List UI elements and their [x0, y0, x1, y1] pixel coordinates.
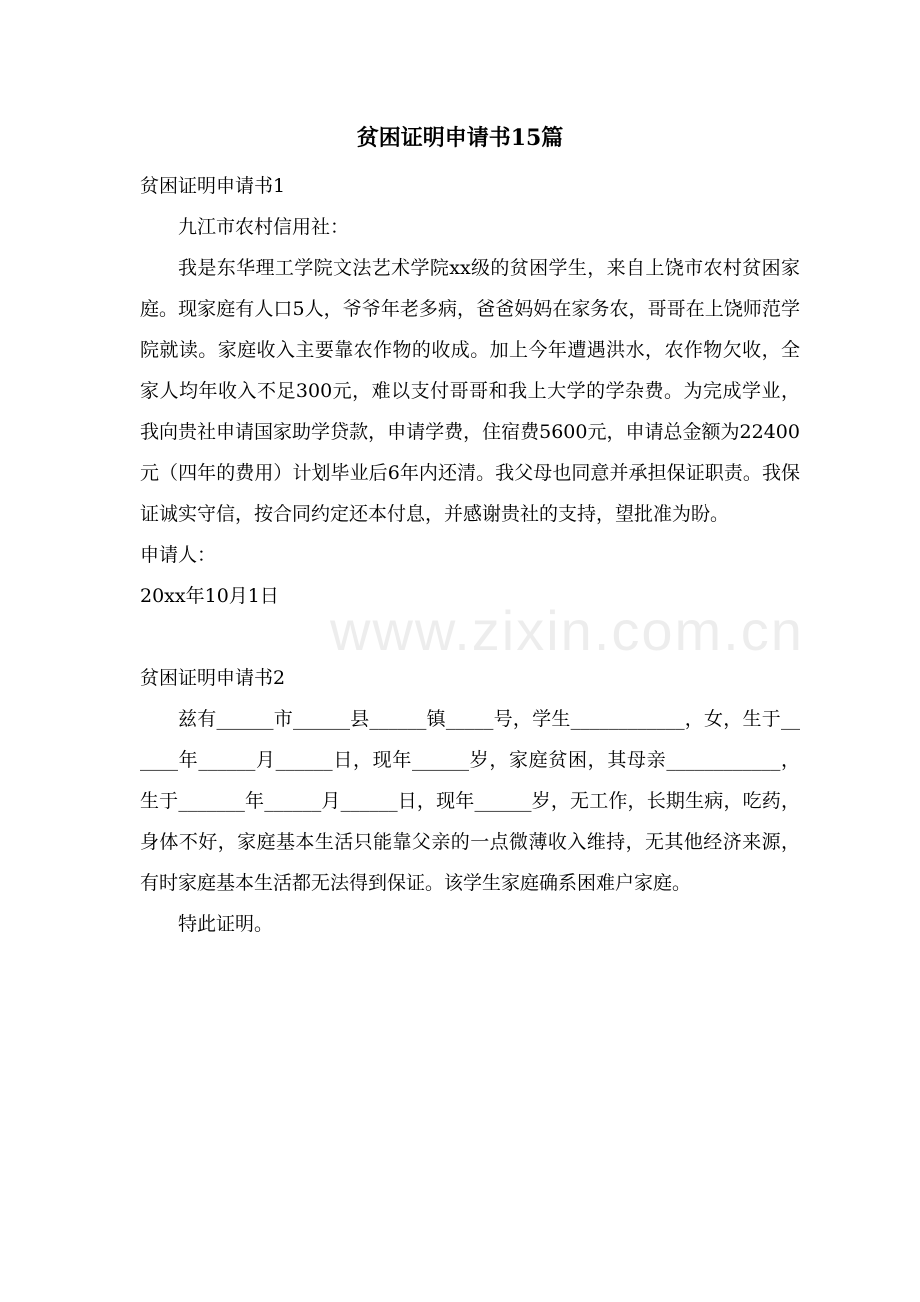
document-body — [140, 166, 800, 945]
section1-applicant: 申请人： — [140, 544, 217, 566]
section2-body: 兹有______市______县______镇_____号，学生____________，女，生于______年______月______日，现年______岁，家庭贫困，其母亲____________，生于_______年______月______日，现年______岁，无工作，长期生病，吃药，身体不好，家庭基本生活只能靠父亲的一点微薄收入维持，无其他经济来源，有时家庭基本生活都无法得到保证。该学生家庭确系困难户家庭。 — [140, 708, 800, 894]
section1-body: 我是东华理工学院文法艺术学院xx级的贫困学生，来自上饶市农村贫困家庭。现家庭有人口5人，爷爷年老多病，爸爸妈妈在家务农，哥哥在上饶师范学院就读。家庭收入主要靠农作物的收成。加上今年遭遇洪水，农作物欠收，全家人均年收入不足300元，难以支付哥哥和我上大学的学杂费。为完成学业，我向贵社申请国家助学贷款，申请学费，住宿费5600元，申请总金额为22400元（四年的费用）计划毕业后6年内还清。我父母也同意并承担保证职责。我保证诚实守信，按合同约定还本付息，并感谢贵社的支持，望批准为盼。 — [140, 257, 800, 525]
section1-heading: 贫困证明申请书1 — [140, 175, 286, 197]
document-title: 贫困证明申请书15篇 — [356, 125, 564, 151]
section-gap — [140, 617, 800, 658]
section1-salutation: 九江市农村信用社： — [178, 216, 350, 238]
section2-heading: 贫困证明申请书2 — [140, 667, 286, 689]
section1-date: 20xx年10月1日 — [140, 585, 279, 607]
section2-closing: 特此证明。 — [178, 913, 274, 935]
watermark-text: www.zixin.com.cn — [330, 599, 804, 662]
